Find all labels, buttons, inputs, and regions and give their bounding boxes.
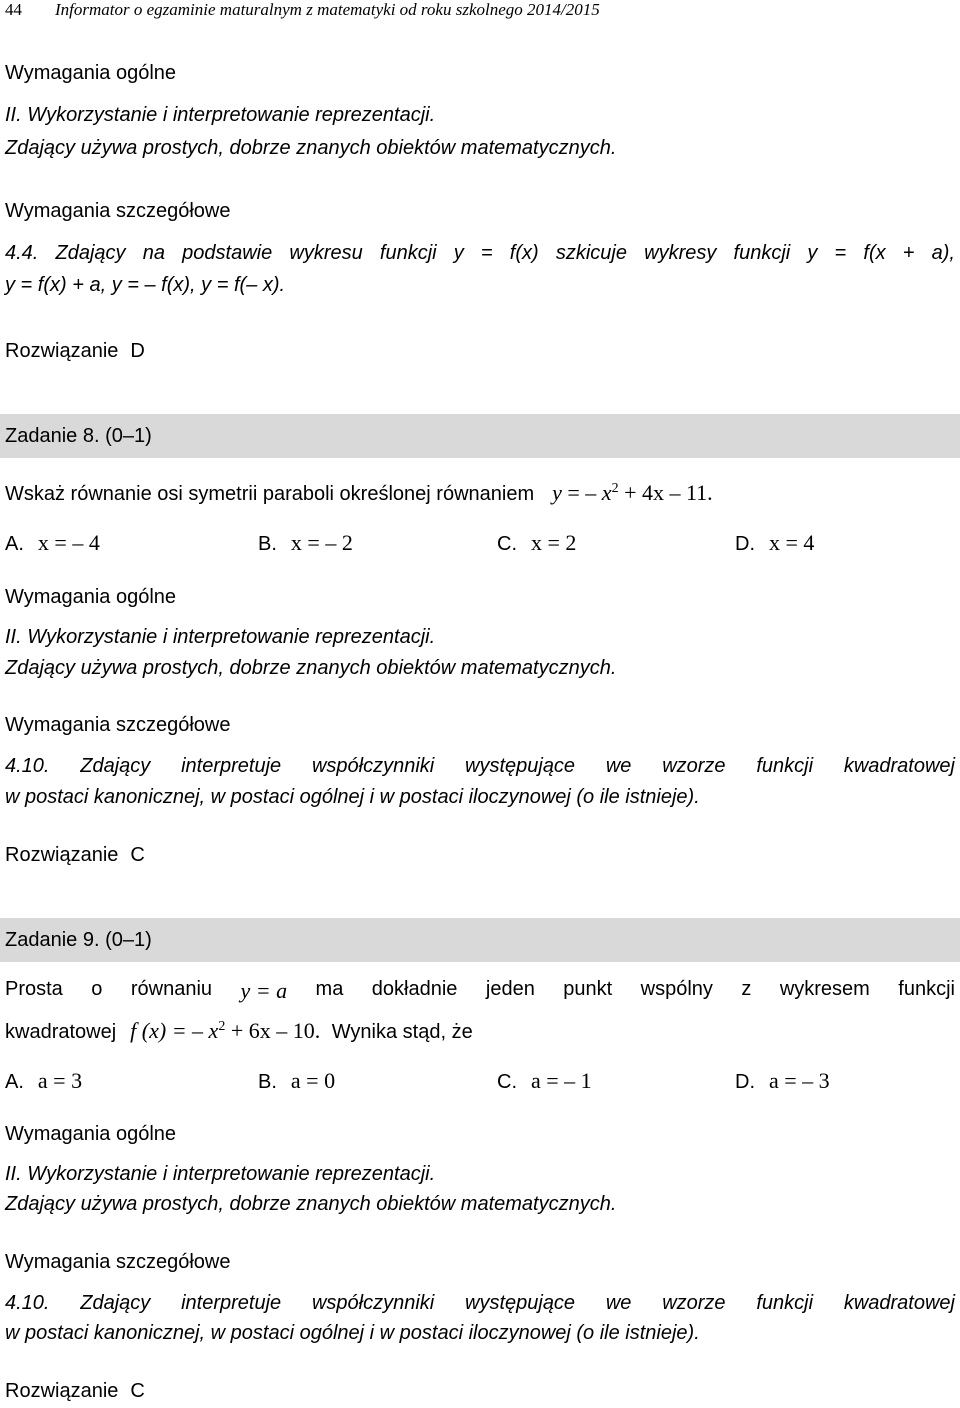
task-8-equation: y = – $x^2 + 4x - 11$. <box>552 480 713 505</box>
solution <box>5 844 960 867</box>
task-9-header <box>0 918 960 962</box>
option-c: C. x = 2 <box>497 530 577 555</box>
solution-label: Rozwiązanie <box>5 1380 119 1402</box>
solution-value: D <box>130 340 145 362</box>
detailed-requirement-line: 4.4. Zdający na podstawie wykresu funkcji y = f(x) szkicuje wykresy funkcji y = f(x + a), <box>5 242 955 264</box>
option-d: D. a = – 3 <box>735 1068 830 1093</box>
option-c: C. a = – 1 <box>497 1068 592 1093</box>
option-a: A. a = 3 <box>5 1068 83 1093</box>
detailed-requirement-line: y = f(x) + a, y = – f(x), y = f(– x). <box>5 274 286 296</box>
general-requirement-line: Zdający używa prostych, dobrze znanych obiektów matematycznych. <box>5 137 617 159</box>
detailed-requirements-heading: Wymagania szczegółowe <box>5 200 231 222</box>
solution-value: C <box>130 844 145 866</box>
solution <box>5 340 960 363</box>
general-requirements-heading: Wymagania ogólne <box>5 1123 177 1145</box>
general-requirement-line: II. Wykorzystanie i interpretowanie reprezentacji. <box>5 104 436 126</box>
detailed-requirement-line: 4.10. Zdający interpretuje współczynniki występujące we wzorze funkcji kwadratowej <box>5 755 955 777</box>
solution-value: C <box>130 1380 145 1402</box>
general-requirement-line: II. Wykorzystanie i interpretowanie reprezentacji. <box>5 626 436 648</box>
general-requirement-line: Zdający używa prostych, dobrze znanych obiektów matematycznych. <box>5 657 617 679</box>
general-requirements-heading: Wymagania ogólne <box>5 586 177 608</box>
task-8-title: Zadanie 8. (0–1) <box>5 425 152 447</box>
general-requirement-line: Zdający używa prostych, dobrze znanych obiektów matematycznych. <box>5 1193 617 1215</box>
detailed-requirement-line: 4.10. Zdający interpretuje współczynniki występujące we wzorze funkcji kwadratowej <box>5 1292 955 1314</box>
solution-label: Rozwiązanie <box>5 340 119 362</box>
option-a: A. x = – 4 <box>5 530 100 555</box>
running-title: Informator o egzaminie maturalnym z matematyki od roku szkolnego 2014/2015 <box>55 0 600 19</box>
task-8-options <box>0 530 960 560</box>
solution-label: Rozwiązanie <box>5 844 119 866</box>
task-8-question-text: Wskaż równanie osi symetrii paraboli określonej równaniem <box>5 483 535 505</box>
page-number: 44 <box>5 0 22 19</box>
task-9-title: Zadanie 9. (0–1) <box>5 929 152 951</box>
task-9-function: f (x) = – $x^2 + 6x - 10$. <box>130 1018 321 1043</box>
option-b: B. x = – 2 <box>258 530 353 555</box>
detailed-requirements-heading: Wymagania szczegółowe <box>5 714 231 736</box>
task-9-question-line-1: Prosta o równaniu y = a ma dokładnie jeden punkt wspólny z wykresem funkcji <box>5 978 955 1003</box>
task-9-question-line-2: kwadratowej f (x) = – $x^2 + 6x - 10$. Wynika stąd, że <box>5 1018 473 1043</box>
detailed-requirements-heading: Wymagania szczegółowe <box>5 1251 231 1273</box>
task-9-options <box>0 1068 960 1098</box>
solution <box>5 1380 960 1403</box>
general-requirement-line: II. Wykorzystanie i interpretowanie reprezentacji. <box>5 1163 436 1185</box>
detailed-requirement-line: w postaci kanonicznej, w postaci ogólnej i w postaci iloczynowej (o ile istnieje). <box>5 1322 700 1344</box>
option-b: B. a = 0 <box>258 1068 336 1093</box>
task-8-header <box>0 414 960 458</box>
task-8-question <box>5 480 955 506</box>
general-requirements-heading: Wymagania ogólne <box>5 62 177 84</box>
option-d: D. x = 4 <box>735 530 815 555</box>
page-header <box>5 0 955 24</box>
detailed-requirement-line: w postaci kanonicznej, w postaci ogólnej i w postaci iloczynowej (o ile istnieje). <box>5 786 700 808</box>
